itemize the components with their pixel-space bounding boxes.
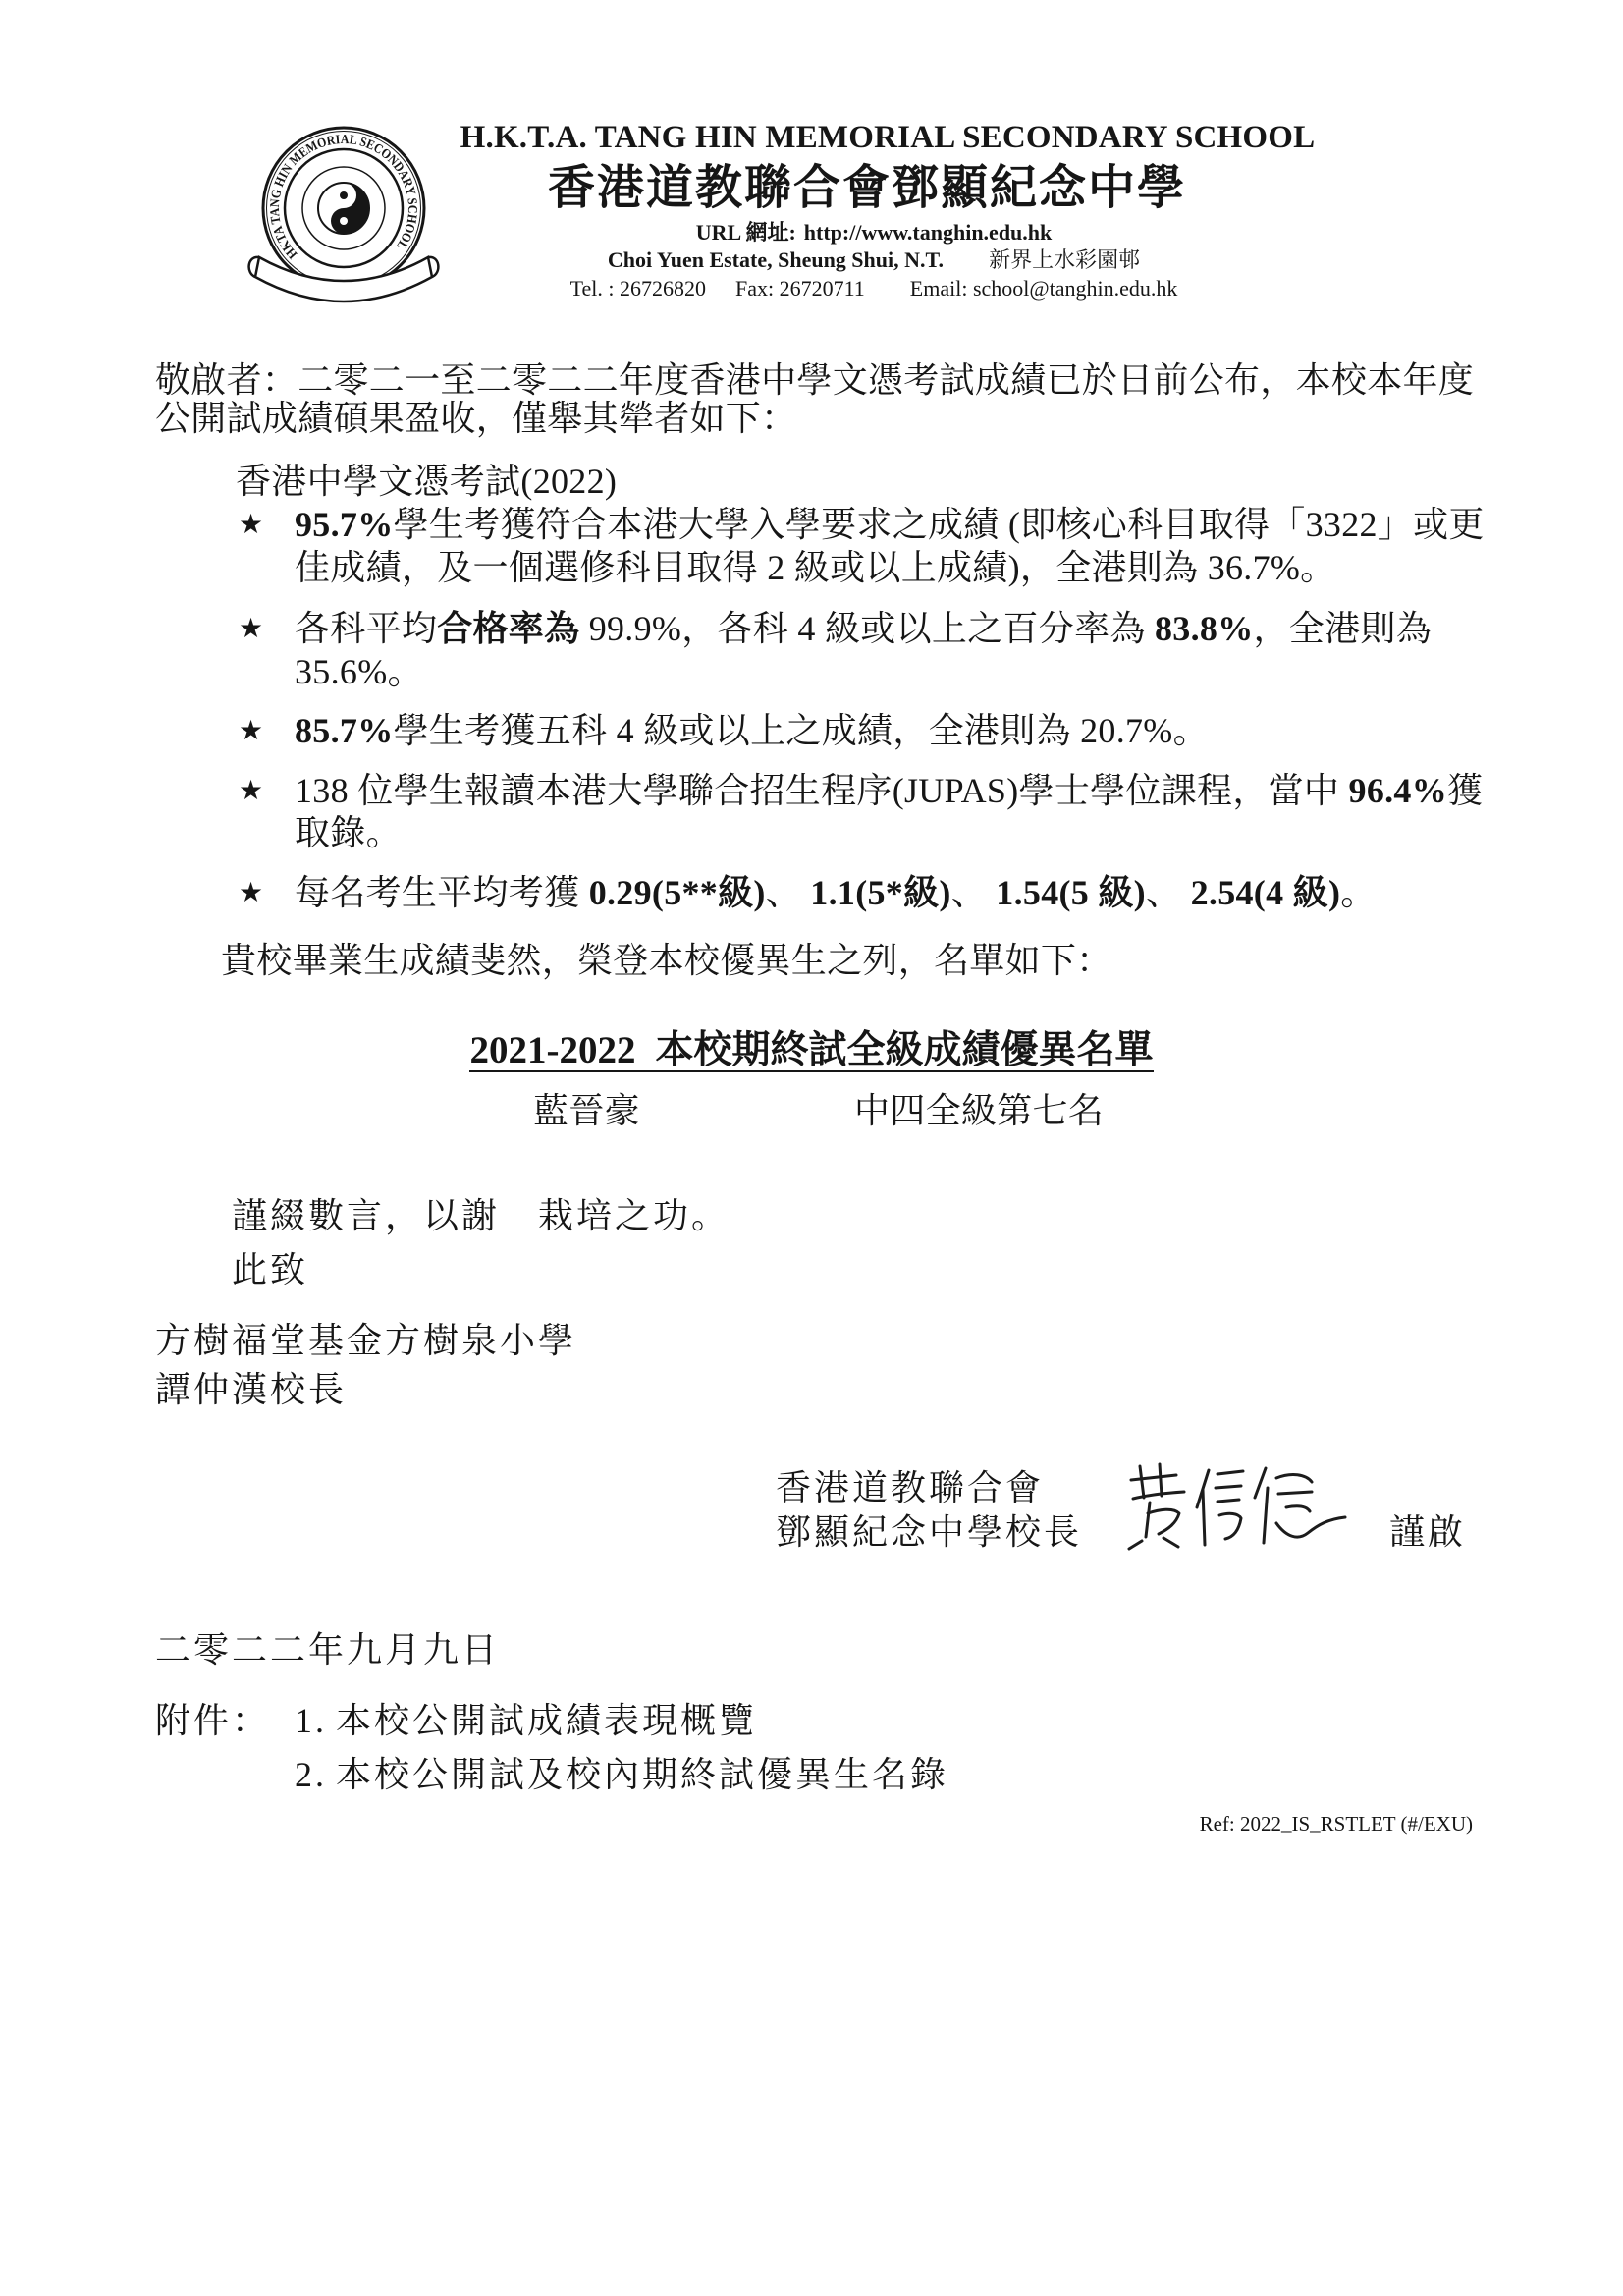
highlight-5-text: 每名考生平均考獲: [295, 873, 589, 912]
signature-stroke: [1219, 1513, 1241, 1539]
intro-line-1: 敬啟者：二零二一至二零二二年度香港中學文憑考試成績已於日前公布，本校本年度: [155, 360, 1475, 400]
honour-list-title-row: [0, 1031, 1623, 1072]
honour-student-rank: 中四全級第七名: [854, 1091, 1105, 1130]
honour-list-title: [469, 1031, 1153, 1072]
highlight-1-line-1: [295, 503, 1485, 546]
highlight-4-text-b: 獲: [1447, 771, 1484, 810]
attachment-1-number: 1.: [295, 1701, 327, 1740]
principal-signature: [1119, 1458, 1350, 1552]
highlight-2-text-c: ，全港則為: [1253, 609, 1433, 648]
highlight-5-value-1: 0.29(5**級): [588, 873, 766, 912]
letter-date: 二零二二年九月九日: [155, 1630, 501, 1669]
school-address-line: [334, 246, 1414, 274]
results-intro: 貴校畢業生成績斐然，榮登本校優異生之列，名單如下：: [221, 941, 1112, 980]
signature-stroke: [1276, 1475, 1312, 1482]
attachment-1-text: 本校公開試成績表現概覽: [336, 1701, 758, 1740]
highlight-2-strong-a: 合格率為: [437, 609, 580, 648]
bullet-star-icon: ★: [239, 714, 264, 746]
bullet-star-icon: ★: [239, 876, 264, 908]
highlight-2-line-2: 35.6%。: [295, 652, 423, 691]
signature-stroke: [1203, 1490, 1205, 1545]
honour-list-title-year: 2021-2022: [469, 1029, 636, 1071]
school-name-en: H.K.T.A. TANG HIN MEMORIAL SECONDARY SCHOOL: [460, 120, 1316, 155]
highlight-5-separator: 、: [765, 873, 811, 912]
logo-ring-text-path: HKTA TANG HIN MEMORIAL SECONDARY SCHOOL: [266, 132, 421, 262]
highlight-1-percentage: 95.7%: [295, 505, 394, 544]
email: Email: school@tanghin.edu.hk: [909, 276, 1178, 301]
recipient-school: 方樹福堂基金方樹泉小學: [155, 1321, 577, 1360]
attachment-2-number: 2.: [295, 1755, 327, 1794]
signature-stroke: [1163, 1538, 1178, 1547]
highlight-2-text-a: 各科平均: [295, 609, 438, 648]
school-name-zh: 香港道教聯合會鄧顯紀念中學: [547, 162, 1186, 214]
highlight-2-text-b: 99.9%，各科 4 級或以上之百分率為: [579, 609, 1155, 648]
highlight-5-separator: 、: [1145, 873, 1191, 912]
signature-stroke: [1255, 1468, 1266, 1498]
sender-organisation: 香港道教聯合會: [776, 1468, 1045, 1507]
highlight-5-value-4: 2.54(4 級): [1190, 873, 1341, 912]
closing-line: 謹綴數言，以謝 栽培之功。: [232, 1196, 730, 1235]
attachment-2-text: 本校公開試及校內期終試優異生名錄: [336, 1755, 949, 1794]
highlight-4-line-2: 取錄。: [295, 813, 402, 852]
signature-stroke: [1146, 1503, 1150, 1537]
signature-stroke: [1160, 1464, 1162, 1496]
fax: Fax: 26720711: [735, 276, 865, 301]
signature-stroke: [1276, 1517, 1345, 1537]
highlight-5-value-3: 1.54(5 級): [996, 873, 1146, 912]
highlight-4-percentage: 96.4%: [1348, 771, 1448, 810]
sign-off: 謹啟: [1389, 1512, 1467, 1552]
address-zh: 新界上水彩園邨: [989, 247, 1141, 272]
highlight-5-end: 。: [1340, 873, 1377, 912]
highlight-4-line-1: [295, 769, 1483, 812]
highlight-2-percentage: 83.8%: [1155, 609, 1254, 648]
url-label: URL 網址:: [695, 220, 796, 245]
reference-code: Ref: 2022_IS_RSTLET (#/EXU): [1199, 1812, 1473, 1835]
highlight-3-text: 學生考獲五科 4 級或以上之成績，全港則為 20.7%。: [393, 711, 1209, 750]
bullet-star-icon: ★: [239, 774, 264, 806]
highlight-4-text-a: 138 位學生報讀本港大學聯合招生程序(JUPAS)學士學位課程，當中: [295, 771, 1349, 810]
school-url-line: [334, 219, 1414, 246]
telephone: Tel. : 26726820: [569, 276, 706, 301]
signature-stroke: [1129, 1541, 1142, 1549]
exam-heading: 香港中學文憑考試(2022): [236, 462, 618, 501]
highlight-5-separator: 、: [950, 873, 997, 912]
highlight-1-text: 學生考獲符合本港大學入學要求之成績 (即核心科目取得「3322」或更: [393, 505, 1485, 544]
signature-stroke: [1264, 1488, 1268, 1543]
highlight-5-line-1: [295, 871, 1377, 914]
signature-stroke: [1140, 1466, 1144, 1498]
highlight-3-percentage: 85.7%: [295, 711, 394, 750]
signature-stroke: [1286, 1506, 1310, 1511]
signature-stroke: [1133, 1492, 1184, 1499]
recipient-title: 譚仲漢校長: [155, 1370, 348, 1409]
highlight-1-line-2: 佳成績，及一個選修科目取得 2 級或以上成績)，全港則為 36.7%。: [295, 548, 1336, 587]
bullet-star-icon: ★: [239, 508, 264, 540]
highlight-2-line-1: [295, 607, 1432, 650]
regards: 此致: [232, 1250, 309, 1289]
honour-student-name: 藍晉豪: [533, 1091, 640, 1130]
signature-stroke: [1217, 1500, 1239, 1502]
school-url: http://www.tanghin.edu.hk: [803, 220, 1053, 245]
highlight-5-value-2: 1.1(5*級): [810, 873, 951, 912]
highlight-3-line-1: [295, 709, 1209, 752]
signature-stroke: [1278, 1492, 1312, 1494]
signature-stroke: [1131, 1475, 1176, 1480]
bullet-star-icon: ★: [239, 612, 264, 644]
honour-list-title-text: 本校期終試全級成績優異名單: [655, 1029, 1154, 1071]
sender-title: 鄧顯紀念中學校長: [776, 1512, 1083, 1552]
signature-stroke: [1217, 1471, 1243, 1474]
signature-stroke: [1148, 1509, 1179, 1534]
school-contact-line: [334, 275, 1414, 302]
address-en: Choi Yuen Estate, Sheung Shui, N.T.: [607, 247, 945, 272]
intro-line-2: 公開試成績碩果盈收，僅舉其犖者如下：: [155, 399, 797, 438]
signature-stroke: [1216, 1486, 1241, 1488]
attachments-label: 附件：: [155, 1701, 271, 1740]
